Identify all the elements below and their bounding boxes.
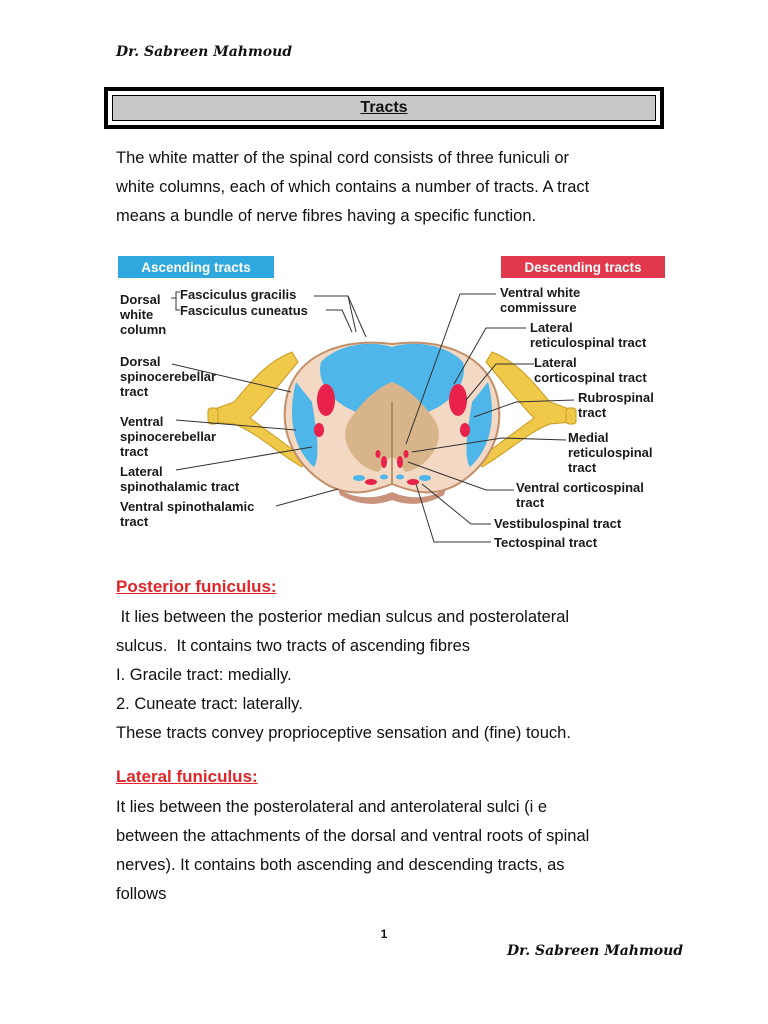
label-medial-reticulospinal: Medial reticulospinal tract bbox=[568, 430, 653, 475]
page-title: Tracts bbox=[360, 99, 408, 116]
lateral-funiculus-heading: Lateral funiculus: bbox=[116, 767, 258, 786]
intro-line: means a bundle of nerve fibres having a specific function. bbox=[116, 207, 537, 225]
posterior-line: sulcus. It contains two tracts of ascending fibres bbox=[116, 637, 471, 655]
label-lateral-reticulospinal: Lateral reticulospinal tract bbox=[530, 320, 647, 350]
intro-line: The white matter of the spinal cord consists of three funiculi or bbox=[116, 149, 570, 167]
label-ventral-white-commissure: Ventral white commissure bbox=[500, 285, 581, 315]
label-vestibulospinal: Vestibulospinal tract bbox=[494, 516, 622, 531]
posterior-line: 2. Cuneate tract: laterally. bbox=[116, 695, 303, 713]
cord-cross-section bbox=[285, 343, 500, 504]
label-tectospinal: Tectospinal tract bbox=[494, 535, 598, 550]
posterior-line: It lies between the posterior median sulcus and posterolateral bbox=[116, 608, 570, 626]
label-fasciculus-gracilis: Fasciculus gracilis bbox=[180, 287, 297, 302]
label-ventral-spinocerebellar: Ventral spinocerebellar tract bbox=[120, 414, 217, 459]
lateral-line: It lies between the posterolateral and anterolateral sulci (i e bbox=[116, 798, 548, 816]
lateral-line: between the attachments of the dorsal and ventral roots of spinal bbox=[116, 827, 590, 845]
lateral-paragraph bbox=[116, 793, 656, 909]
label-dorsal-white-column: Dorsal white column bbox=[120, 292, 167, 337]
ascending-heading: Ascending tracts bbox=[141, 260, 251, 275]
label-rubrospinal: Rubrospinal tract bbox=[578, 390, 654, 420]
page-number: 1 bbox=[380, 927, 388, 941]
label-ventral-spinothalamic: Ventral spinothalamic tract bbox=[120, 499, 255, 529]
label-ventral-corticospinal: Ventral corticospinal tract bbox=[516, 480, 644, 510]
label-lateral-spinothalamic: Lateral spinothalamic tract bbox=[120, 464, 240, 494]
spinal-cord-diagram bbox=[116, 252, 668, 552]
descending-heading: Descending tracts bbox=[524, 260, 642, 275]
spinal-cord-figure bbox=[116, 252, 668, 552]
intro-line: white columns, each of which contains a number of tracts. A tract bbox=[116, 178, 590, 196]
title-box bbox=[104, 87, 664, 129]
label-lateral-corticospinal: Lateral corticospinal tract bbox=[534, 355, 647, 385]
posterior-line: These tracts convey proprioceptive sensation and (fine) touch. bbox=[116, 724, 571, 742]
posterior-paragraph bbox=[116, 603, 656, 748]
label-dorsal-spinocerebellar: Dorsal spinocerebellar tract bbox=[120, 354, 217, 399]
header-author: Dr. Sabreen Mahmoud bbox=[116, 44, 293, 60]
lateral-line: follows bbox=[116, 885, 167, 903]
label-fasciculus-cuneatus: Fasciculus cuneatus bbox=[180, 303, 308, 318]
posterior-line: I. Gracile tract: medially. bbox=[116, 666, 292, 684]
posterior-funiculus-heading: Posterior funiculus: bbox=[116, 577, 277, 596]
lateral-line: nerves). It contains both ascending and descending tracts, as bbox=[116, 856, 565, 874]
footer-author: Dr. Sabreen Mahmoud bbox=[507, 943, 684, 959]
intro-paragraph bbox=[116, 144, 656, 231]
title-band bbox=[112, 95, 656, 121]
